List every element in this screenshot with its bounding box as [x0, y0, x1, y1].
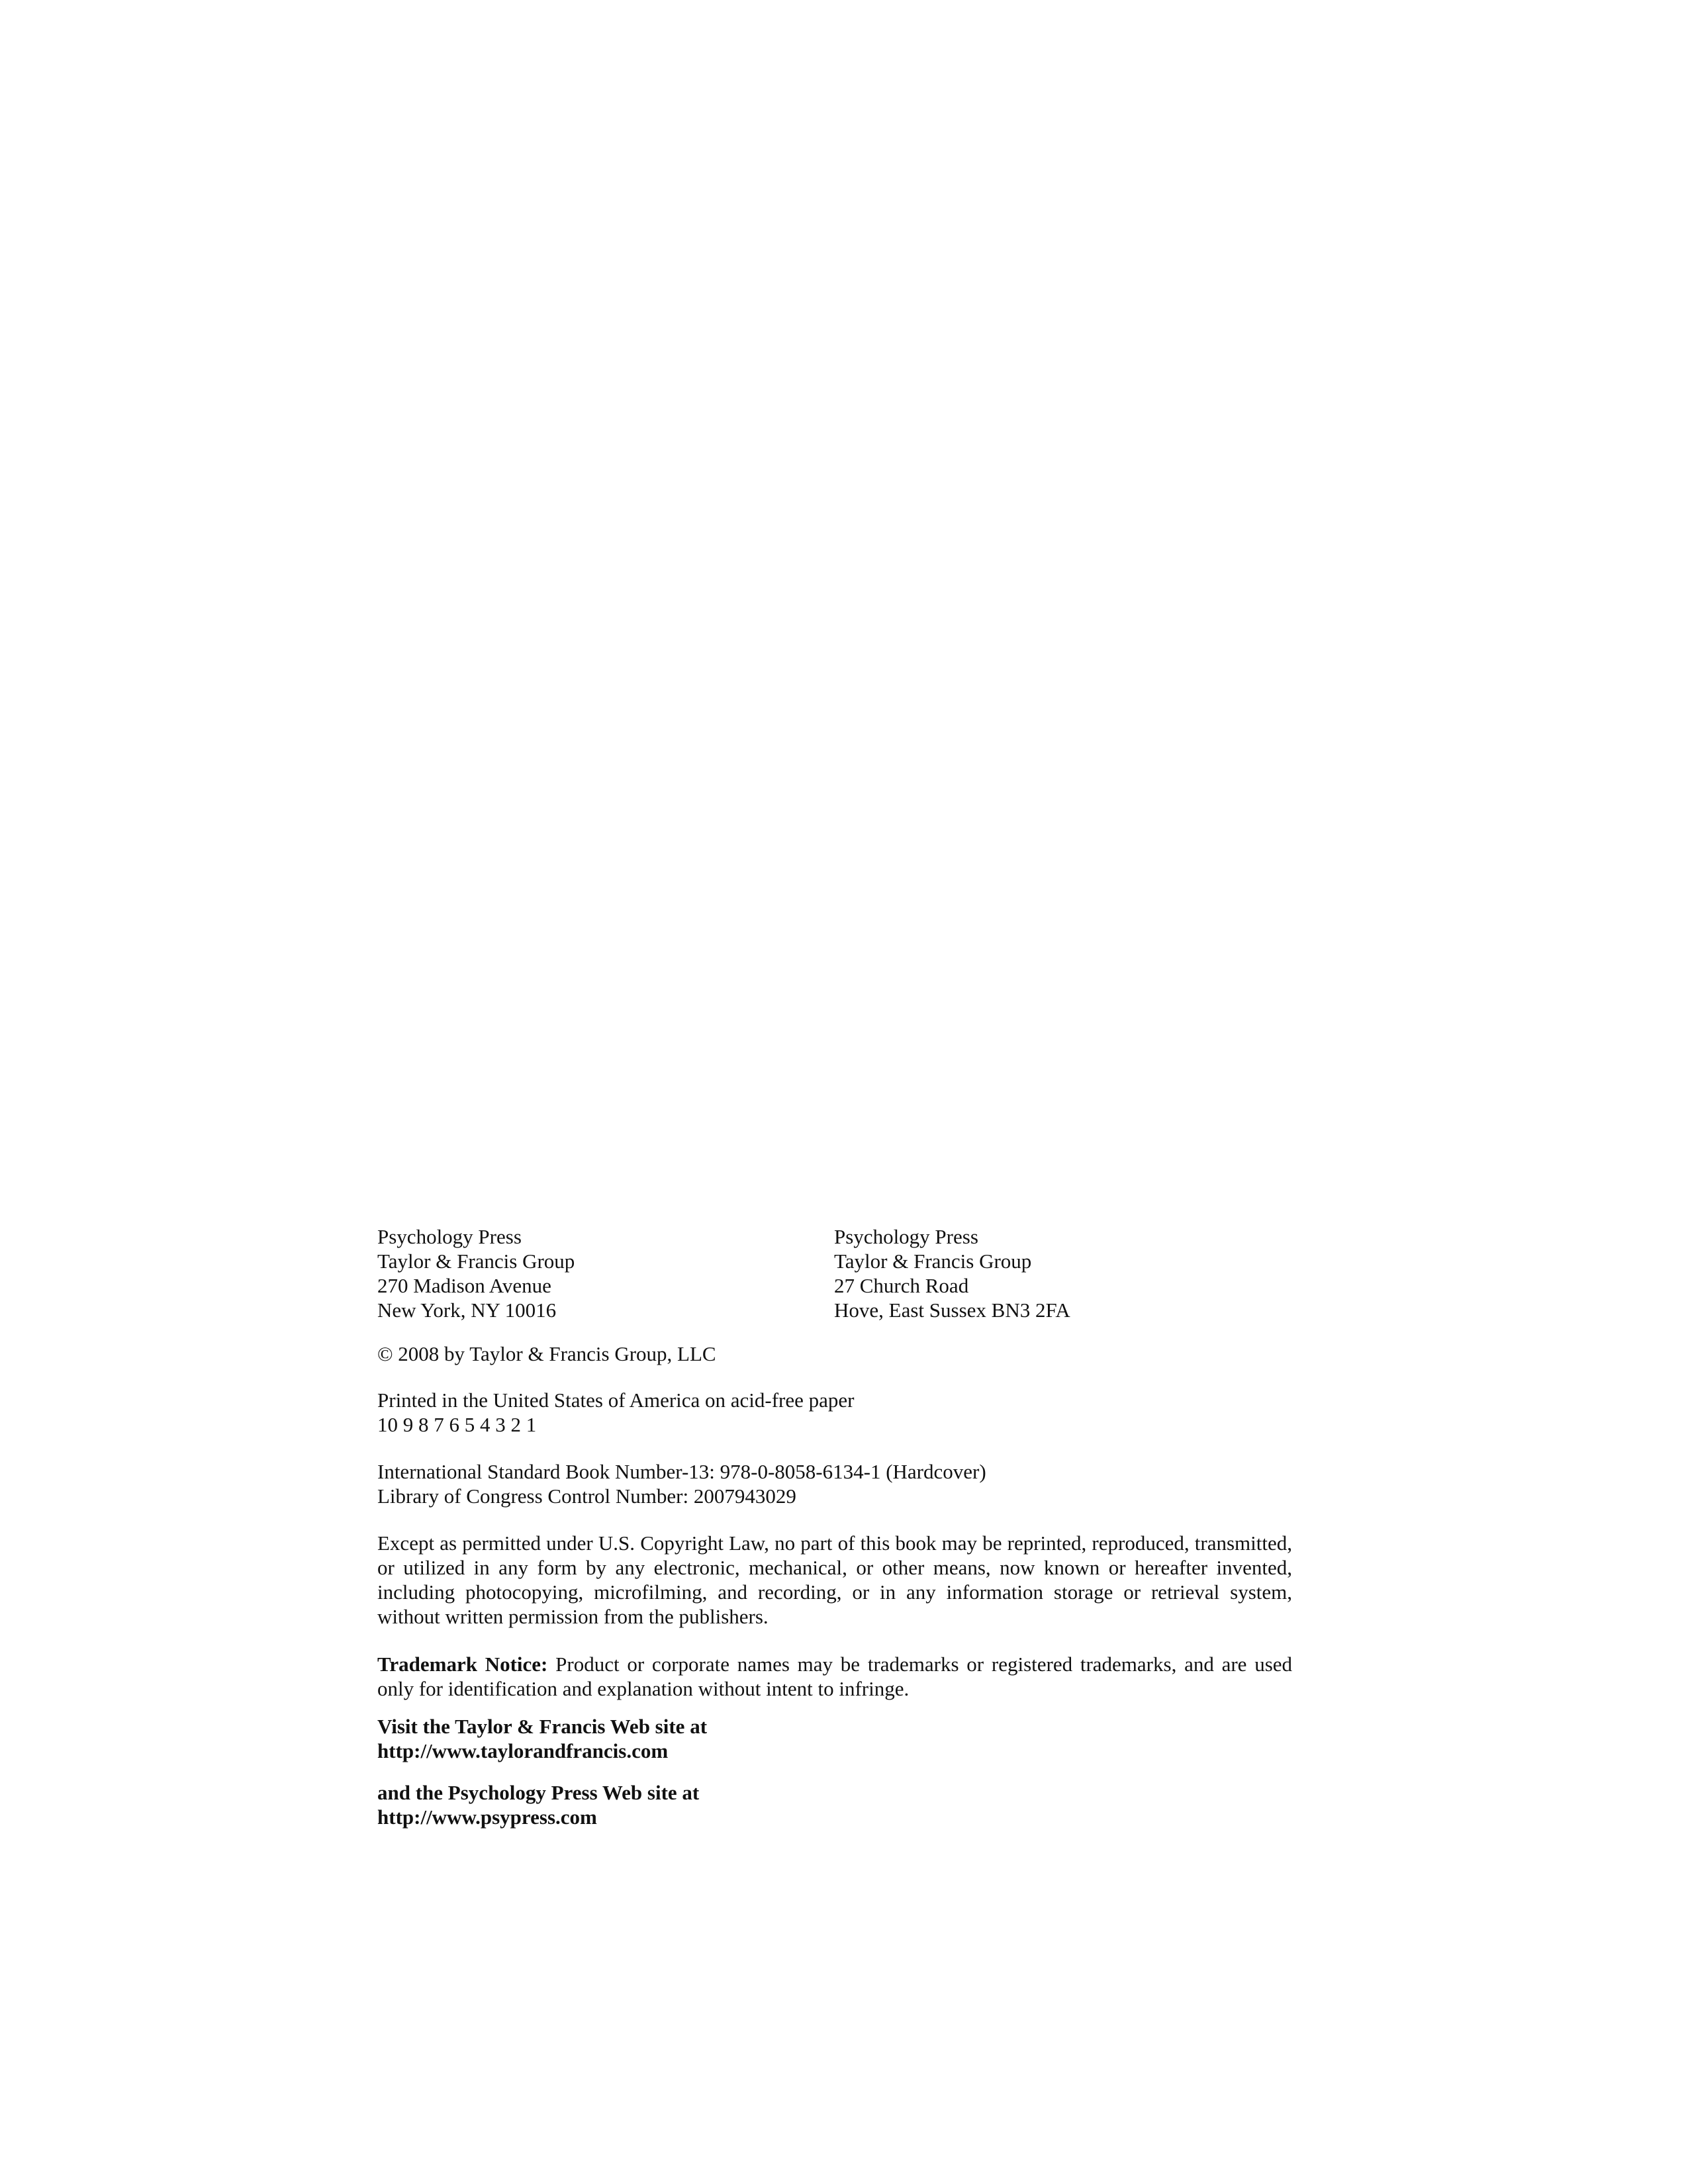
rights-paragraph: Except as permitted under U.S. Copyright Law, no part of this book may be reprinted, reproduced, transmitted, or utilized in any form by any electronic, mechanical, or other means, now known or hereafter invented, including photocopying, microfilming, and recording, or in any information storage or retrieval system, without written permission from the publishers.	[377, 1531, 1292, 1628]
website-psychology-press	[377, 1780, 699, 1829]
address-us-line-3: 270 Madison Avenue	[377, 1274, 551, 1297]
address-uk-line-2: Taylor & Francis Group	[834, 1250, 1032, 1273]
address-uk-line-1: Psychology Press	[834, 1225, 978, 1248]
trademark-notice	[377, 1652, 1292, 1701]
website-psychology-press-label: and the Psychology Press Web site at	[377, 1781, 700, 1804]
lccn-line: Library of Congress Control Number: 2007943029	[377, 1484, 796, 1508]
address-us-line-1: Psychology Press	[377, 1225, 522, 1248]
website-psychology-press-url[interactable]: http://www.psypress.com	[377, 1805, 597, 1829]
website-taylor-francis	[377, 1714, 707, 1763]
printed-in-line: Printed in the United States of America on acid-free paper	[377, 1388, 855, 1412]
address-uk-line-3: 27 Church Road	[834, 1274, 969, 1297]
address-us-line-2: Taylor & Francis Group	[377, 1250, 575, 1273]
publisher-address-us	[377, 1224, 575, 1322]
printing-info	[377, 1388, 855, 1437]
publisher-address-uk	[834, 1224, 1070, 1322]
copyright-line: © 2008 by Taylor & Francis Group, LLC	[377, 1342, 716, 1365]
isbn-line: International Standard Book Number-13: 978-0-8058-6134-1 (Hardcover)	[377, 1460, 986, 1483]
website-taylor-francis-url[interactable]: http://www.taylorandfrancis.com	[377, 1739, 669, 1762]
printing-number-line: 10 9 8 7 6 5 4 3 2 1	[377, 1413, 537, 1436]
trademark-notice-text: Product or corporate names may be trademarks or registered trademarks, and are used only for identification and explanation without intent to infringe.	[377, 1653, 1293, 1700]
trademark-notice-label: Trademark Notice:	[377, 1653, 548, 1676]
book-identifiers	[377, 1459, 986, 1508]
address-us-line-4: New York, NY 10016	[377, 1298, 557, 1322]
address-uk-line-4: Hove, East Sussex BN3 2FA	[834, 1298, 1070, 1322]
website-taylor-francis-label: Visit the Taylor & Francis Web site at	[377, 1715, 708, 1738]
